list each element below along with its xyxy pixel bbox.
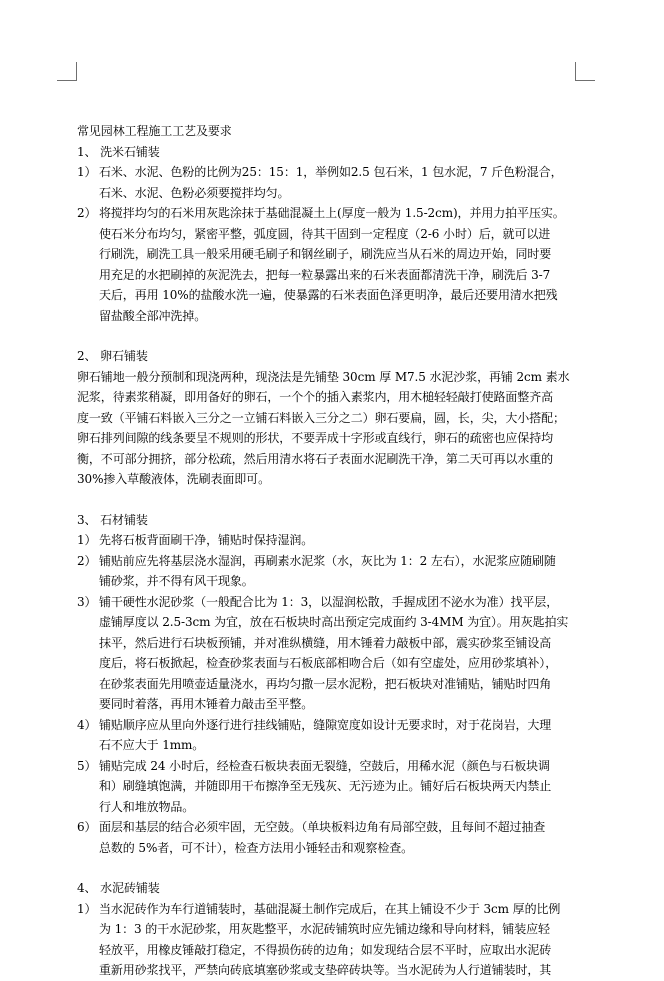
crop-mark-right-vertical — [575, 62, 576, 81]
text-line: 石不应大于 1mm。 — [99, 738, 205, 752]
section-heading: 4、 水泥砖铺装 — [77, 881, 160, 895]
section-spacer — [77, 490, 589, 510]
list-item — [77, 203, 589, 326]
section-pebble-paving — [77, 346, 589, 490]
list-item-text — [99, 551, 589, 592]
list-item — [77, 756, 589, 818]
list-item-text — [99, 530, 589, 551]
list-item-number: 3） — [77, 594, 97, 609]
text-line: 铺贴顺序应从里向外逐行进行挂线铺贴，缝隙宽度如设计无要求时，对于花岗岩，大理 — [99, 717, 552, 732]
list-item-text — [99, 899, 589, 981]
text-line: 在砂浆表面先用喷壶适量浇水，再均匀撒一层水泥粉，把石板块对准铺贴，铺贴时四角 — [99, 676, 552, 691]
list-item-number: 5） — [77, 758, 97, 773]
list-item-text — [99, 756, 589, 818]
text-line: 重新用砂浆找平，严禁向砖底填塞砂浆或支垫碎砖块等。当水泥砖为人行道铺装时，其 — [99, 963, 552, 977]
paragraph-line: 度一致（平铺石料嵌入三分之一立铺石料嵌入三分之二）卵石要扁，圆，长，尖，大小搭配； — [77, 410, 565, 425]
paragraph-line: 衡，不可部分拥挤，部分松疏，然后用清水将石子表面水泥刷洗干净，第二天可再以水重的 — [77, 451, 554, 466]
list-item-text — [99, 817, 589, 858]
text-line: 度后，将石板掀起，检查砂浆表面与石板底部相吻合后（如有空虚处，应用砂浆填补）， — [99, 656, 558, 670]
list-item-text — [99, 592, 589, 715]
text-line: 铺贴前应先将基层浇水湿润，再刷素水泥浆（水，灰比为 1：2 左右），水泥浆应随刷随 — [99, 553, 556, 568]
text-line: 虚铺厚度以 2.5-3cm 为宜，放在石板块时高出预定完成面约 3-4MM 为宜）。用灰匙拍实 — [99, 615, 569, 629]
text-line: 总数的 5%者，可不计），检查方法用小锤轻击和观察检查。 — [99, 840, 414, 855]
text-line: 铺贴完成 24 小时后，经检查石板块表面无裂缝，空鼓后，用稀水泥（颜色与石板块调 — [99, 758, 550, 773]
text-line: 石米、水泥、色粉的比例为25：15：1，举例如2.5 包石米，1 包水泥，7 斤色粉混合， — [99, 165, 563, 179]
paragraph-line: 泥浆，待素浆稍凝，即用备好的卵石，一个个的插入素浆内，用木槌轻轻敲打使路面整齐高 — [77, 390, 554, 404]
text-line: 先将石板背面刷干净，铺贴时保持湿润。 — [99, 533, 314, 547]
crop-mark-left-vertical — [76, 62, 77, 81]
text-line: 要同时着落，再用木锤着力敲击至平整。 — [99, 697, 314, 711]
text-line: 抹平，然后进行石块板预铺，并对准纵横缝，用木锤着力敲板中部，震实砂浆至铺设高 — [99, 635, 552, 650]
paragraph-line: 卵石排列间隙的线条要呈不规则的形状，不要弄成十字形或直线行，卵石的疏密也应保持均 — [77, 431, 554, 445]
list-item-text — [99, 162, 589, 203]
paragraph-line: 30%掺入草酸液体，洗刷表面即可。 — [77, 472, 270, 486]
list-item — [77, 899, 589, 981]
list-item — [77, 530, 589, 551]
document-title: 常见园林工程施工工艺及要求 — [77, 124, 232, 138]
text-line: 用充足的水把刷掉的灰泥洗去，把每一粒暴露出来的石米表面都清洗干净，刷洗后 3-7 — [99, 267, 551, 282]
section-spacer — [77, 326, 589, 346]
text-line: 面层和基层的结合必须牢固，无空鼓。（单块板料边角有局部空鼓，且每间不超过抽查 — [99, 820, 546, 834]
document-body — [77, 121, 589, 981]
list-item — [77, 715, 589, 756]
text-line: 使石米分布均匀，紧密平整，弧度圆，待其干固到一定程度（2-6 小时）后，就可以进 — [99, 226, 551, 241]
text-line: 和）刷缝填饱满，并随即用干布擦净至无残灰、无污迹为止。铺好后石板块两天内禁止 — [99, 779, 552, 793]
list-item-number: 1） — [77, 165, 97, 179]
text-line: 天后，再用 10%的盐酸水洗一遍，使暴露的石米表面色泽更明净，最后还要用清水把残 — [99, 288, 558, 302]
crop-mark-right-horizontal — [575, 80, 595, 81]
text-line: 铺砂浆，并不得有风干现象。 — [99, 574, 254, 588]
list-item — [77, 162, 589, 203]
text-line: 留盐酸全部冲洗掉。 — [99, 308, 207, 323]
section-heading: 1、 洗米石铺装 — [77, 144, 160, 159]
section-washed-stone-paving — [77, 142, 589, 327]
text-line: 当水泥砖作为车行道铺装时，基础混凝土制作完成后，在其上铺设不少于 3cm 厚的比例 — [99, 901, 561, 916]
section-cement-brick-paving — [77, 878, 589, 981]
list-item-text — [99, 203, 589, 326]
list-item-text — [99, 715, 589, 756]
list-item — [77, 592, 589, 715]
list-item-number: 2） — [77, 553, 97, 568]
crop-mark-left-horizontal — [57, 80, 77, 81]
paragraph-line: 卵石铺地一般分预制和现浇两种，现浇法是先铺垫 30cm 厚 M7.5 水泥沙浆，再铺 2cm 素水 — [77, 369, 570, 384]
section-heading: 2、 卵石铺装 — [77, 349, 148, 363]
section-heading: 3、 石材铺装 — [77, 512, 148, 527]
text-line: 石米、水泥、色粉必须要搅拌均匀。 — [99, 185, 290, 200]
text-line: 轻放平，用橡皮锤敲打稳定，不得损伤砖的边角；如发现结合层不平时，应取出水泥砖 — [99, 942, 552, 957]
list-item-number: 1） — [77, 533, 97, 547]
list-item-number: 2） — [77, 206, 97, 220]
text-line: 行人和堆放物品。 — [99, 799, 195, 814]
text-line: 为 1：3 的干水泥砂浆，用灰匙整平，水泥砖铺筑时应先铺边缘和导向材料，铺装应轻 — [99, 922, 550, 936]
list-item — [77, 817, 589, 858]
list-item — [77, 551, 589, 592]
list-item-number: 1） — [77, 901, 97, 916]
list-item-number: 6） — [77, 820, 97, 834]
list-item-number: 4） — [77, 717, 97, 732]
text-line: 将搅拌均匀的石米用灰匙涂抹于基础混凝土上(厚度一般为 1.5-2cm)，并用力拍平压实。 — [99, 206, 565, 220]
text-line: 铺干硬性水泥砂浆（一般配合比为 1：3，以湿润松散，手握成团不泌水为准）找平层， — [99, 594, 559, 609]
text-line: 行刷洗，刷洗工具一般采用硬毛刷子和钢丝刷子，刷洗应当从石米的周边开始，同时要 — [99, 247, 552, 261]
section-stone-paving — [77, 510, 589, 859]
section-spacer — [77, 858, 589, 878]
